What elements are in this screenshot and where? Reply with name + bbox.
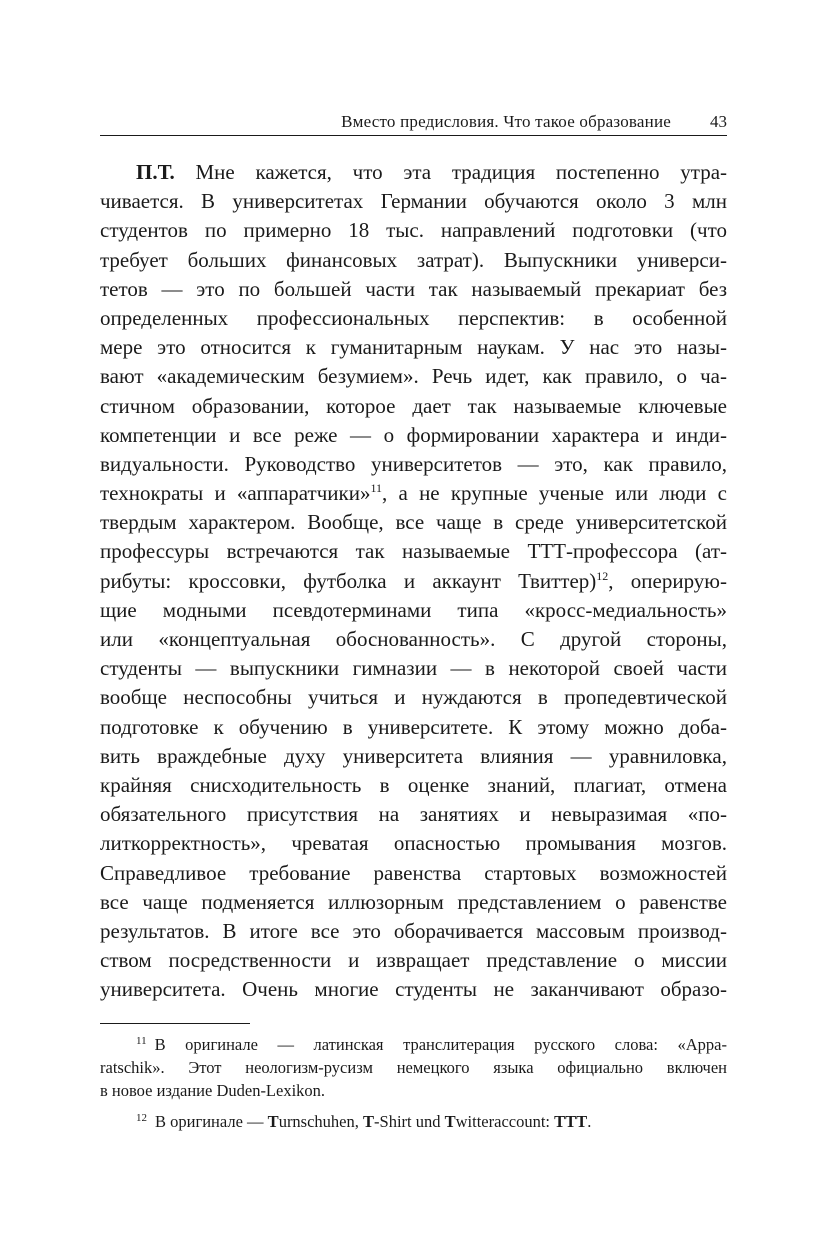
footnote-number: 12 (136, 1111, 147, 1124)
footnote-line: в новое издание Duden-Lexikon. (100, 1081, 326, 1100)
text-line: чивается. В университетах Германии обучаются около 3 млн (100, 189, 727, 214)
text-line: или «концептуальная обоснованность». С другой стороны, (100, 627, 727, 651)
footnotes (100, 1033, 727, 1133)
text-line: твердым характером. Вообще, все чаще в среде университетской (100, 510, 727, 535)
text-line: тетов — это по большей части так называемый прекариат без (100, 276, 727, 301)
text-line: Справедливое требование равенства стартовых возможностей (100, 860, 727, 885)
footnote-ref-12[interactable]: 12 (596, 568, 609, 583)
text-line: рибуты: кроссовки, футболка и аккаунт Твиттер)$^{12}$, оперирую- (100, 568, 727, 593)
main-text (100, 158, 727, 1004)
footnote-separator (100, 1023, 250, 1024)
page-number: 43 (710, 112, 727, 131)
text-line: литкорректность», чреватая опасностью промывания мозгов. (100, 831, 727, 856)
text-line: вообще неспособны учиться и нуждаются в пропедевтической (100, 685, 727, 710)
text-line: ством посредственности и извращает представление о миссии (100, 948, 727, 973)
text-line: студентов по примерно 18 тыс. направлений подготовки (что (100, 218, 727, 243)
text-line: определенных профессиональных перспектив: в особенной (100, 305, 727, 330)
text-line: вают «академическим безумием». Речь идет, как правило, о ча- (100, 364, 727, 389)
text-line: профессуры встречаются так называемые ТТТ-профессора (ат- (100, 539, 727, 564)
text-line: университета. Очень многие студенты не заканчивают образо- (100, 977, 727, 1002)
text-line: обязательного присутствия на занятиях и невыразимая «по- (100, 802, 727, 827)
text-line: щие модными псевдотерминами типа «кросс-медиальность» (100, 597, 727, 622)
text-line: вить враждебные духу университета влияния — уравниловка, (100, 743, 727, 768)
footnote-ref-11[interactable]: 11 (370, 481, 383, 496)
footnote-line: ratschik». Этот неологизм-русизм немецкого языка официально включен (100, 1058, 727, 1077)
header-rule (100, 135, 727, 136)
text-line: П.Т. Мне кажется, что эта традиция постепенно утра- (136, 160, 728, 184)
text-line: требует больших финансовых затрат). Выпускники универси- (100, 247, 727, 272)
running-header-title: Вместо предисловия. Что такое образование (341, 112, 671, 131)
footnote-11: $^{11}$ В оригинале — латинская транслитерация русского слова: «Appa- (136, 1034, 727, 1054)
text-line: видуальности. Руководство университетов — это, как правило, (100, 451, 727, 476)
footnote-12: $^{12}$ В оригинале — Turnschuhen, T-Shirt und Twitteraccount: TTT. (136, 1111, 592, 1131)
text-line: подготовке к обучению в университете. К этому можно доба- (100, 714, 727, 739)
text-line: компетенции и все реже — о формировании характера и инди- (100, 422, 727, 447)
speaker-label: П.Т. (136, 160, 175, 184)
running-header (100, 112, 727, 134)
footnote-number: 11 (136, 1034, 147, 1047)
text-line: мере это относится к гуманитарным наукам. У нас это назы- (100, 335, 727, 360)
text-line: результатов. В итоге все это оборачивается массовым производ- (100, 918, 727, 943)
text-line: технократы и «аппаратчики»$^{11}$, а не крупные ученые или люди с (100, 481, 727, 506)
text-line: стичном образовании, которое дает так называемые ключевые (100, 393, 727, 418)
text-line: все чаще подменяется иллюзорным представлением о равенстве (100, 889, 727, 914)
text-line: крайняя снисходительность в оценке знаний, плагиат, отмена (100, 772, 727, 797)
text-line: студенты — выпускники гимназии — в некоторой своей части (100, 656, 727, 681)
